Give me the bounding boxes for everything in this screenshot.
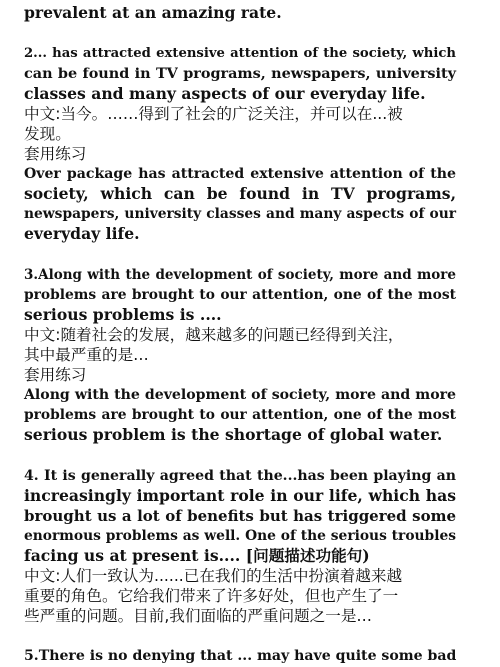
section-4-chinese-line-3: 些严重的问题。目前,我们面临的严重问题之一是… <box>24 607 373 625</box>
section-4-chinese-line-1: 中文:人们一致认为......已在我们的生活中扮演着越来越 <box>24 567 403 585</box>
section-2-practice-label: 套用练习 <box>24 145 87 163</box>
section-4-heading-line-5: facing us at present is.... [问题描述功能句) <box>24 546 370 565</box>
section-4-heading-line-2: increasingly important role in our life, which has <box>24 486 456 505</box>
section-2-heading-line-3: classes and many aspects of our everyday life. <box>24 84 426 103</box>
section-4-heading-line-3: brought us a lot of benefits but has triggered some <box>24 507 456 525</box>
section-2-practice-line-3: newspapers, university classes and many aspects of our <box>24 206 456 222</box>
section-3-practice-line-3: serious problem is the shortage of global water. <box>24 425 443 444</box>
top-fragment-line: prevalent at an amazing rate. <box>24 3 282 22</box>
section-2-practice-line-4: everyday life. <box>24 224 140 243</box>
section-2-practice-line-2: society, which can be found in TV programs, <box>24 184 456 203</box>
section-2-practice-line-1: Over package has attracted extensive attention of the <box>24 166 456 182</box>
section-2-chinese-line-2: 发现。 <box>24 125 71 143</box>
section-4-chinese-line-2: 重要的角色。它给我们带来了许多好处，但也产生了一 <box>24 587 399 605</box>
section-4-heading-line-1: 4. It is generally agreed that the...has been playing an <box>24 468 456 484</box>
section-2-heading-line-1: 2... has attracted extensive attention of the society, which <box>24 46 456 61</box>
section-3-heading-line-2: problems are brought to our attention, one of the most <box>24 287 456 303</box>
section-3-heading-line-3: serious problems is .... <box>24 305 222 324</box>
section-3-practice-line-1: Along with the development of society, more and more <box>24 387 456 403</box>
section-4-heading-line-4: enormous problems as well. One of the serious troubles <box>24 528 456 544</box>
section-3-practice-line-2: problems are brought to our attention, one of the most <box>24 407 456 423</box>
section-3-practice-label: 套用练习 <box>24 366 87 384</box>
section-2-chinese-line-1: 中文:当今。……得到了社会的广泛关注，并可以在...被 <box>24 105 403 123</box>
section-3-chinese-line-2: 其中最严重的是… <box>24 346 149 364</box>
section-2-heading-line-2: can be found in TV programs, newspapers, university <box>24 65 456 82</box>
section-3-heading-line-1: 3.Along with the development of society, more and more <box>24 267 456 283</box>
section-3-chinese-line-1: 中文:随着社会的发展，越来越多的问题已经得到关注， <box>24 326 404 344</box>
section-5-heading-line-1: 5.There is no denying that ... may have quite some bad <box>24 648 457 664</box>
